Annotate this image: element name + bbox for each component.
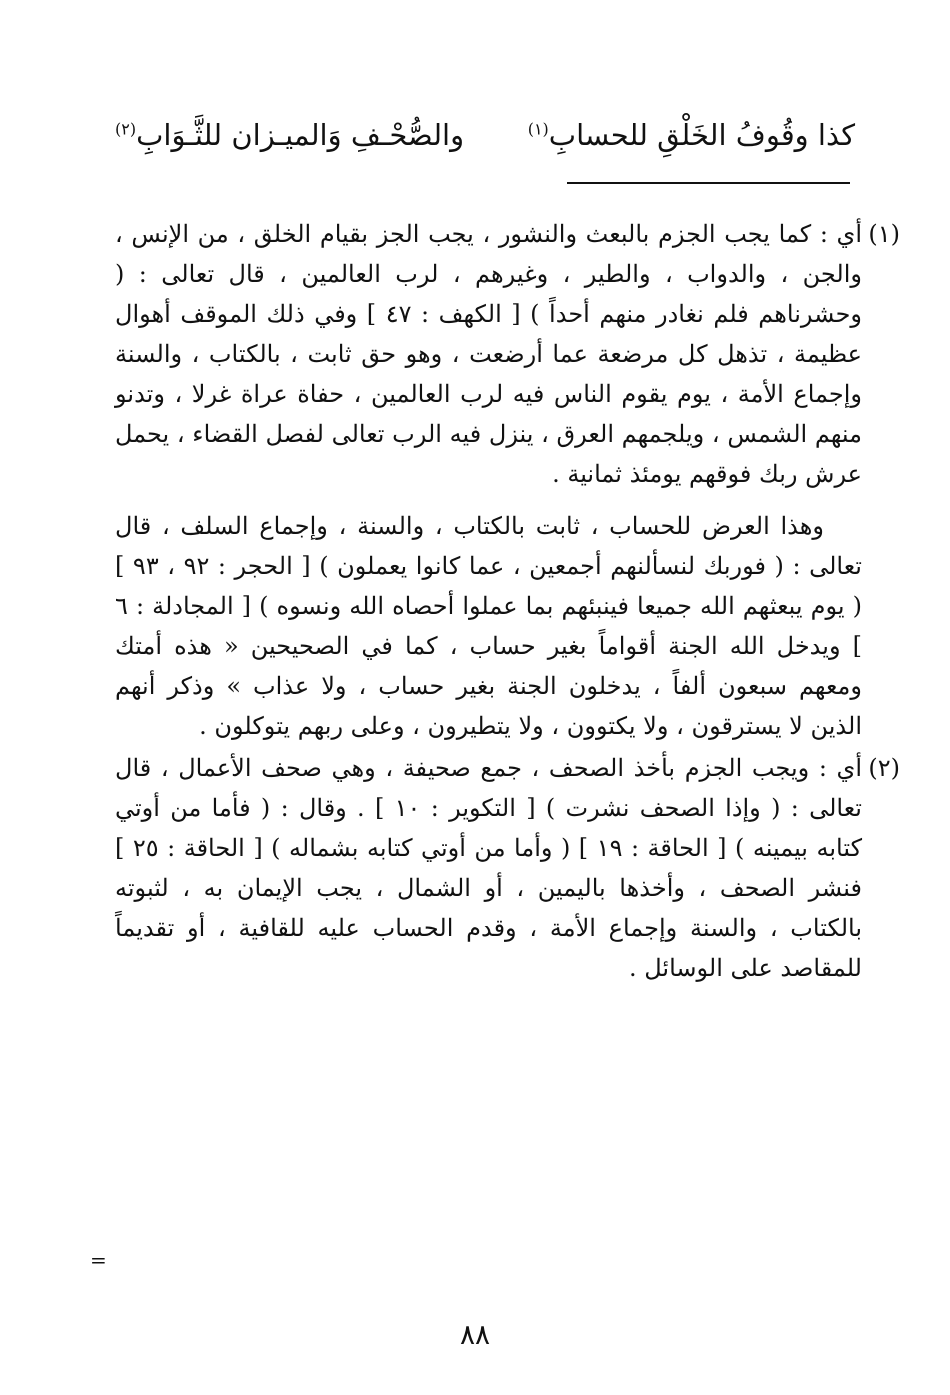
verse-right-text: كذا وقُوفُ الخَلْقِ للحسابِ (548, 118, 855, 152)
footnotes-section (115, 214, 900, 988)
footnote-separator-line (567, 182, 850, 184)
footnote-marker-2[interactable]: (٢) (115, 119, 137, 139)
footnote-2-paragraph-1: أي : ويجب الجزم بأخذ الصحف ، جمع صحيفة ، وهي صحف الأعمال ، قال تعالى : ( وإذا الصحف نشرت ) [ التكوير : ١٠ ] . وقال : ( فأما من أوتي كتابه بيمينه ) [ الحاقة : ١٩ ] ( وأما من أوتي كتابه بشماله ) [ الحاقة : ٢٥ ] فنشر الصحف ، وأخذها باليمين ، أو الشمال ، يجب الإيمان به ، لثبوته بالكتاب ، والسنة وإجماع الأمة ، وقدم الحساب عليه للقافية ، أو تقديماً للمقاصد على الوسائل . (115, 754, 863, 982)
footnote-2 (115, 748, 900, 988)
verse-left-text: والصُّحْـفِ وَالميـزان للثَّـوَابِ (136, 118, 465, 152)
footnote-marker-1[interactable]: (١) (527, 119, 549, 139)
continuation-mark: = (90, 1248, 107, 1272)
footnote-1-paragraph-2: وهذا العرض للحساب ، ثابت بالكتاب ، والسنة ، وإجماع السلف ، قال تعالى : ( فوربك لنسألنهم أجمعين ، عما كانوا يعملون ) [ الحجر : ٩٢ ، ٩٣ ] ( يوم يبعثهم الله جميعا فينبئهم بما عملوا أحصاه الله ونسوه ) [ المجادلة : ٦ ] ويدخل الله الجنة أقواماً بغير حساب ، كما في الصحيحين « هذه أمتك ومعهم سبعون ألفاً ، يدخلون الجنة بغير حساب ، ولا عذاب » وذكر أنهم الذين لا يسترقون ، ولا يكتوون ، ولا يتطيرون ، وعلى ربهم يتوكلون . (115, 512, 862, 740)
poem-verse (100, 118, 860, 178)
verse-right-hemistich (528, 118, 855, 152)
footnote-1-number: (١) (868, 220, 900, 248)
footnote-1-paragraph-1: أي : كما يجب الجزم بالبعث والنشور ، يجب الجز بقيام الخلق ، من الإنس ، والجن ، والدواب ، والطير ، وغيرهم ، لرب العالمين ، قال تعالى : ( وحشرناهم فلم نغادر منهم أحداً ) [ الكهف : ٤٧ ] وفي ذلك الموقف أهوال عظيمة ، تذهل كل مرضعة عما أرضعت ، وهو حق ثابت ، بالكتاب ، والسنة وإجماع الأمة ، يوم يقوم الناس فيه لرب العالمين ، حفاة عراة غرلا ، وتدنو منهم الشمس ، ويلجمهم العرق ، ينزل فيه الرب تعالى لفصل القضاء ، يحمل عرش ربك فوقهم يومئذ ثمانية . (115, 220, 863, 488)
verse-left-hemistich (115, 118, 464, 152)
footnote-2-number: (٢) (868, 754, 900, 782)
footnote-1 (115, 214, 900, 746)
page-number: ٨٨ (459, 1318, 491, 1351)
